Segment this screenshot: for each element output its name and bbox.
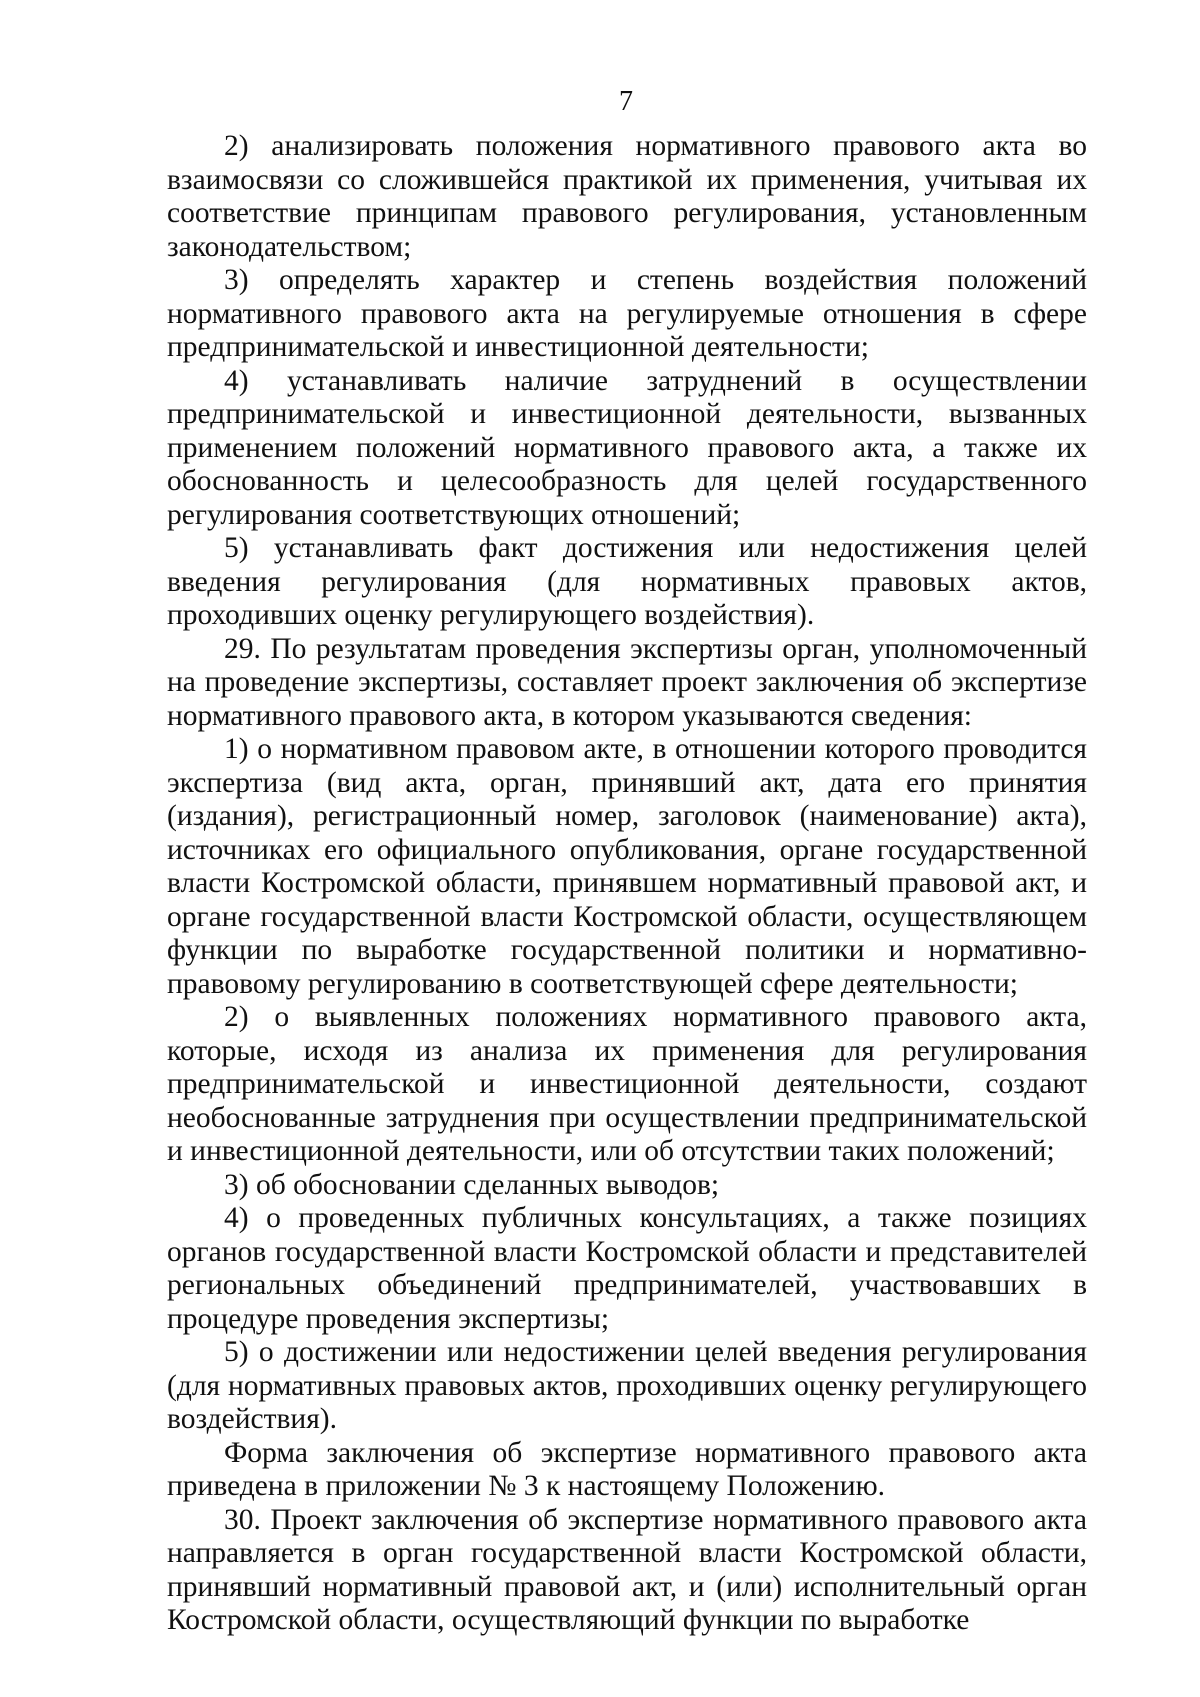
paragraph-info-1-act: 1) о нормативном правовом акте, в отношении которого проводится экспертиза (вид акта, орган, принявший акт, дата его принятия (издания), регистрационный номер, заголовок (наименование) акта), источниках его официального опубликования, органе государственной власти Костромской области, принявшем нормативный правовой акт, и органе государственной власти Костромской области, осуществляющем функции по выработке государственной политики и нормативно-правовому регулированию в соответствующей сфере деятельности; (167, 733, 1087, 1000)
paragraph-info-2-provisions: 2) о выявленных положениях нормативного правового акта, которые, исходя из анализа их применения для регулирования предпринимательской и инвестиционной деятельности, создают необоснованные затруднения при осуществлении предпринимательской и инвестиционной деятельности, или об отсутствии таких положений; (167, 1001, 1087, 1167)
paragraph-item-2-analyze: 2) анализировать положения нормативного правового акта во взаимосвязи со сложившейся практикой их применения, учитывая их соответствие принципам правового регулирования, установленным законодательством; (167, 130, 1087, 263)
page-number: 7 (619, 86, 633, 117)
document-body (167, 130, 1087, 1638)
paragraph-item-5-establish-goals: 5) устанавливать факт достижения или недостижения целей введения регулирования (для нормативных правовых актов, проходивших оценку регулирующего воздействия). (167, 532, 1087, 631)
paragraph-info-4-consultations: 4) о проведенных публичных консультациях, а также позициях органов государственной власти Костромской области и представителей региональных объединений предпринимателей, участвовавших в процедуре проведения экспертизы; (167, 1202, 1087, 1335)
paragraph-form-reference: Форма заключения об экспертизе нормативного правового акта приведена в приложении № 3 к настоящему Положению. (167, 1436, 1087, 1502)
paragraph-clause-30: 30. Проект заключения об экспертизе нормативного правового акта направляется в орган государственной власти Костромской области, принявший нормативный правовой акт, и (или) исполнительный орган Костромской области, осуществляющий функции по выработке (167, 1503, 1087, 1636)
paragraph-info-3-justification: 3) об обосновании сделанных выводов; (224, 1168, 720, 1201)
paragraph-item-4-establish-difficulties: 4) устанавливать наличие затруднений в осуществлении предпринимательской и инвестиционной деятельности, вызванных применением положений нормативного правового акта, а также их обоснованность и целесообразность для целей государственного регулирования соответствующих отношений; (167, 364, 1087, 531)
paragraph-clause-29: 29. По результатам проведения экспертизы орган, уполномоченный на проведение экспертизы, составляет проект заключения об экспертизе нормативного правового акта, в котором указываются сведения: (167, 632, 1087, 732)
paragraph-info-5-goals: 5) о достижении или недостижении целей введения регулирования (для нормативных правовых актов, проходивших оценку регулирующего воздействия). (167, 1336, 1087, 1435)
paragraph-item-3-determine: 3) определять характер и степень воздействия положений нормативного правового акта на регулируемые отношения в сфере предпринимательской и инвестиционной деятельности; (167, 264, 1087, 363)
